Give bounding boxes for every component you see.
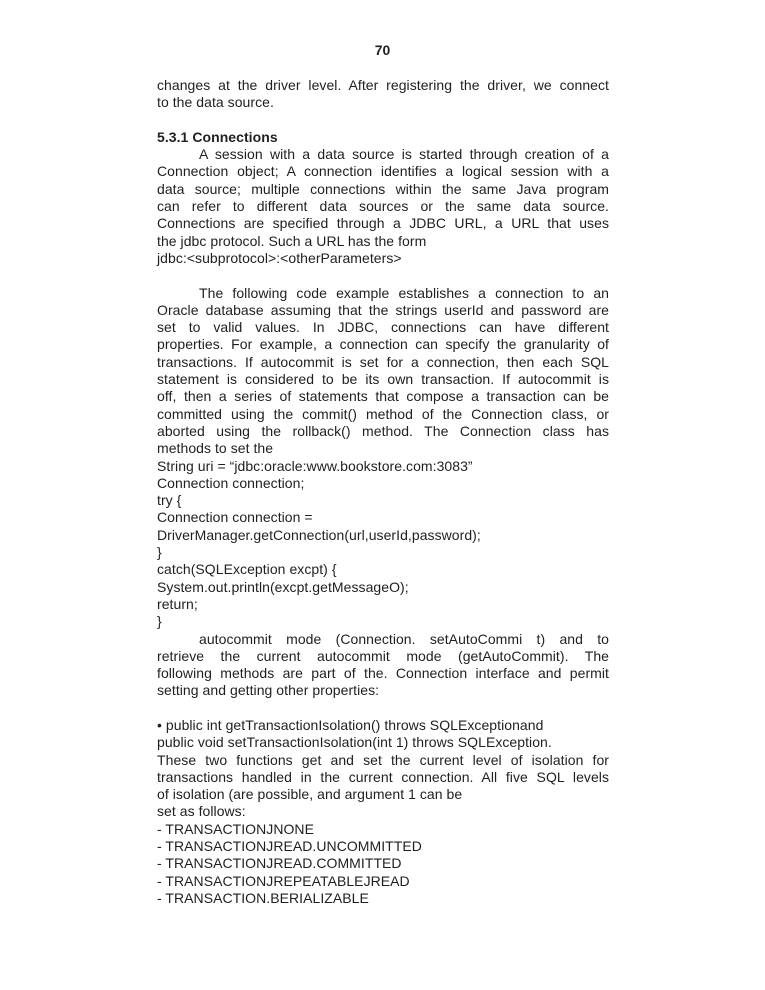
text-line: Connections are specified through a JDBC URL, a URL that uses	[157, 215, 609, 232]
text-line: catch(SQLException excpt) {	[157, 561, 337, 578]
text-line: set as follows:	[157, 803, 246, 820]
text-line: - TRANSACTIONJREAD.UNCOMMITTED	[157, 838, 422, 855]
text-line: - TRANSACTIONJNONE	[157, 820, 314, 837]
text-line: off, then a series of statements that compose a transaction can be	[157, 388, 609, 405]
text-line: try {	[157, 492, 182, 509]
text-line: autocommit mode (Connection. setAutoCommi t) and to	[199, 630, 609, 647]
text-line: - TRANSACTIONJREPEATABLEJREAD	[157, 872, 410, 889]
text-line: following methods are part of the. Connection interface and permit	[157, 665, 609, 682]
blank-line	[157, 700, 609, 717]
text-line: }	[157, 544, 162, 561]
text-line: methods to set the	[157, 440, 274, 457]
blank-line	[157, 267, 609, 284]
text-line: public void setTransactionIsolation(int 1) throws SQLException.	[157, 734, 552, 751]
text-line: - TRANSACTION.BERIALIZABLE	[157, 889, 369, 906]
text-line: Connection connection;	[157, 474, 305, 491]
text-line: - TRANSACTIONJREAD.COMMITTED	[157, 855, 402, 872]
text-line: System.out.println(excpt.getMessageO);	[157, 578, 409, 595]
text-line: Connection connection =	[157, 509, 313, 526]
text-line: can refer to different data sources or the same data source.	[157, 198, 609, 215]
text-line: • public int getTransactionIsolation() throws SQLExceptionand	[157, 716, 544, 733]
text-line: data source; multiple connections within the same Java program	[157, 180, 609, 197]
page-number: 70	[374, 42, 391, 58]
text-line: the jdbc protocol. Such a URL has the form	[157, 232, 427, 249]
text-line: properties. For example, a connection can specify the granularity of	[157, 336, 609, 353]
text-line: jdbc:<subprotocol>:<otherParameters>	[157, 249, 402, 266]
text-line: Oracle database assuming that the strings userId and password are	[157, 301, 609, 318]
text-line: The following code example establishes a connection to an	[199, 284, 609, 301]
text-line: String uri = “jdbc:oracle:www.bookstore.com:3083”	[157, 457, 473, 474]
text-line: of isolation (are possible, and argument 1 can be	[157, 786, 463, 803]
text-line: }	[157, 613, 162, 630]
text-line: Connection object; A connection identifies a logical session with a	[157, 163, 609, 180]
text-line: DriverManager.getConnection(url,userId,password);	[157, 526, 481, 543]
text-line: transactions handled in the current connection. All five SQL levels	[157, 768, 609, 785]
text-line: to the data source.	[157, 94, 274, 111]
text-line: statement is considered to be its own transaction. If autocommit is	[157, 371, 609, 388]
text-line: A session with a data source is started through creation of a	[199, 146, 609, 163]
document-lines	[157, 77, 609, 907]
text-line: retrieve the current autocommit mode (getAutoCommit). The	[157, 647, 609, 664]
text-line: changes at the driver level. After registering the driver, we connect	[157, 77, 609, 93]
text-line: aborted using the rollback() method. The Connection class has	[157, 422, 609, 439]
text-line: return;	[157, 595, 198, 612]
text-line: setting and getting other properties:	[157, 682, 380, 699]
text-line: set to valid values. In JDBC, connections can have different	[157, 319, 609, 336]
text-line: transactions. If autocommit is set for a connection, then each SQL	[157, 353, 609, 370]
section-heading: 5.3.1 Connections	[157, 128, 278, 145]
blank-line	[157, 112, 609, 129]
text-line: These two functions get and set the current level of isolation for	[157, 751, 609, 768]
text-line: committed using the commit() method of the Connection class, or	[157, 405, 609, 422]
